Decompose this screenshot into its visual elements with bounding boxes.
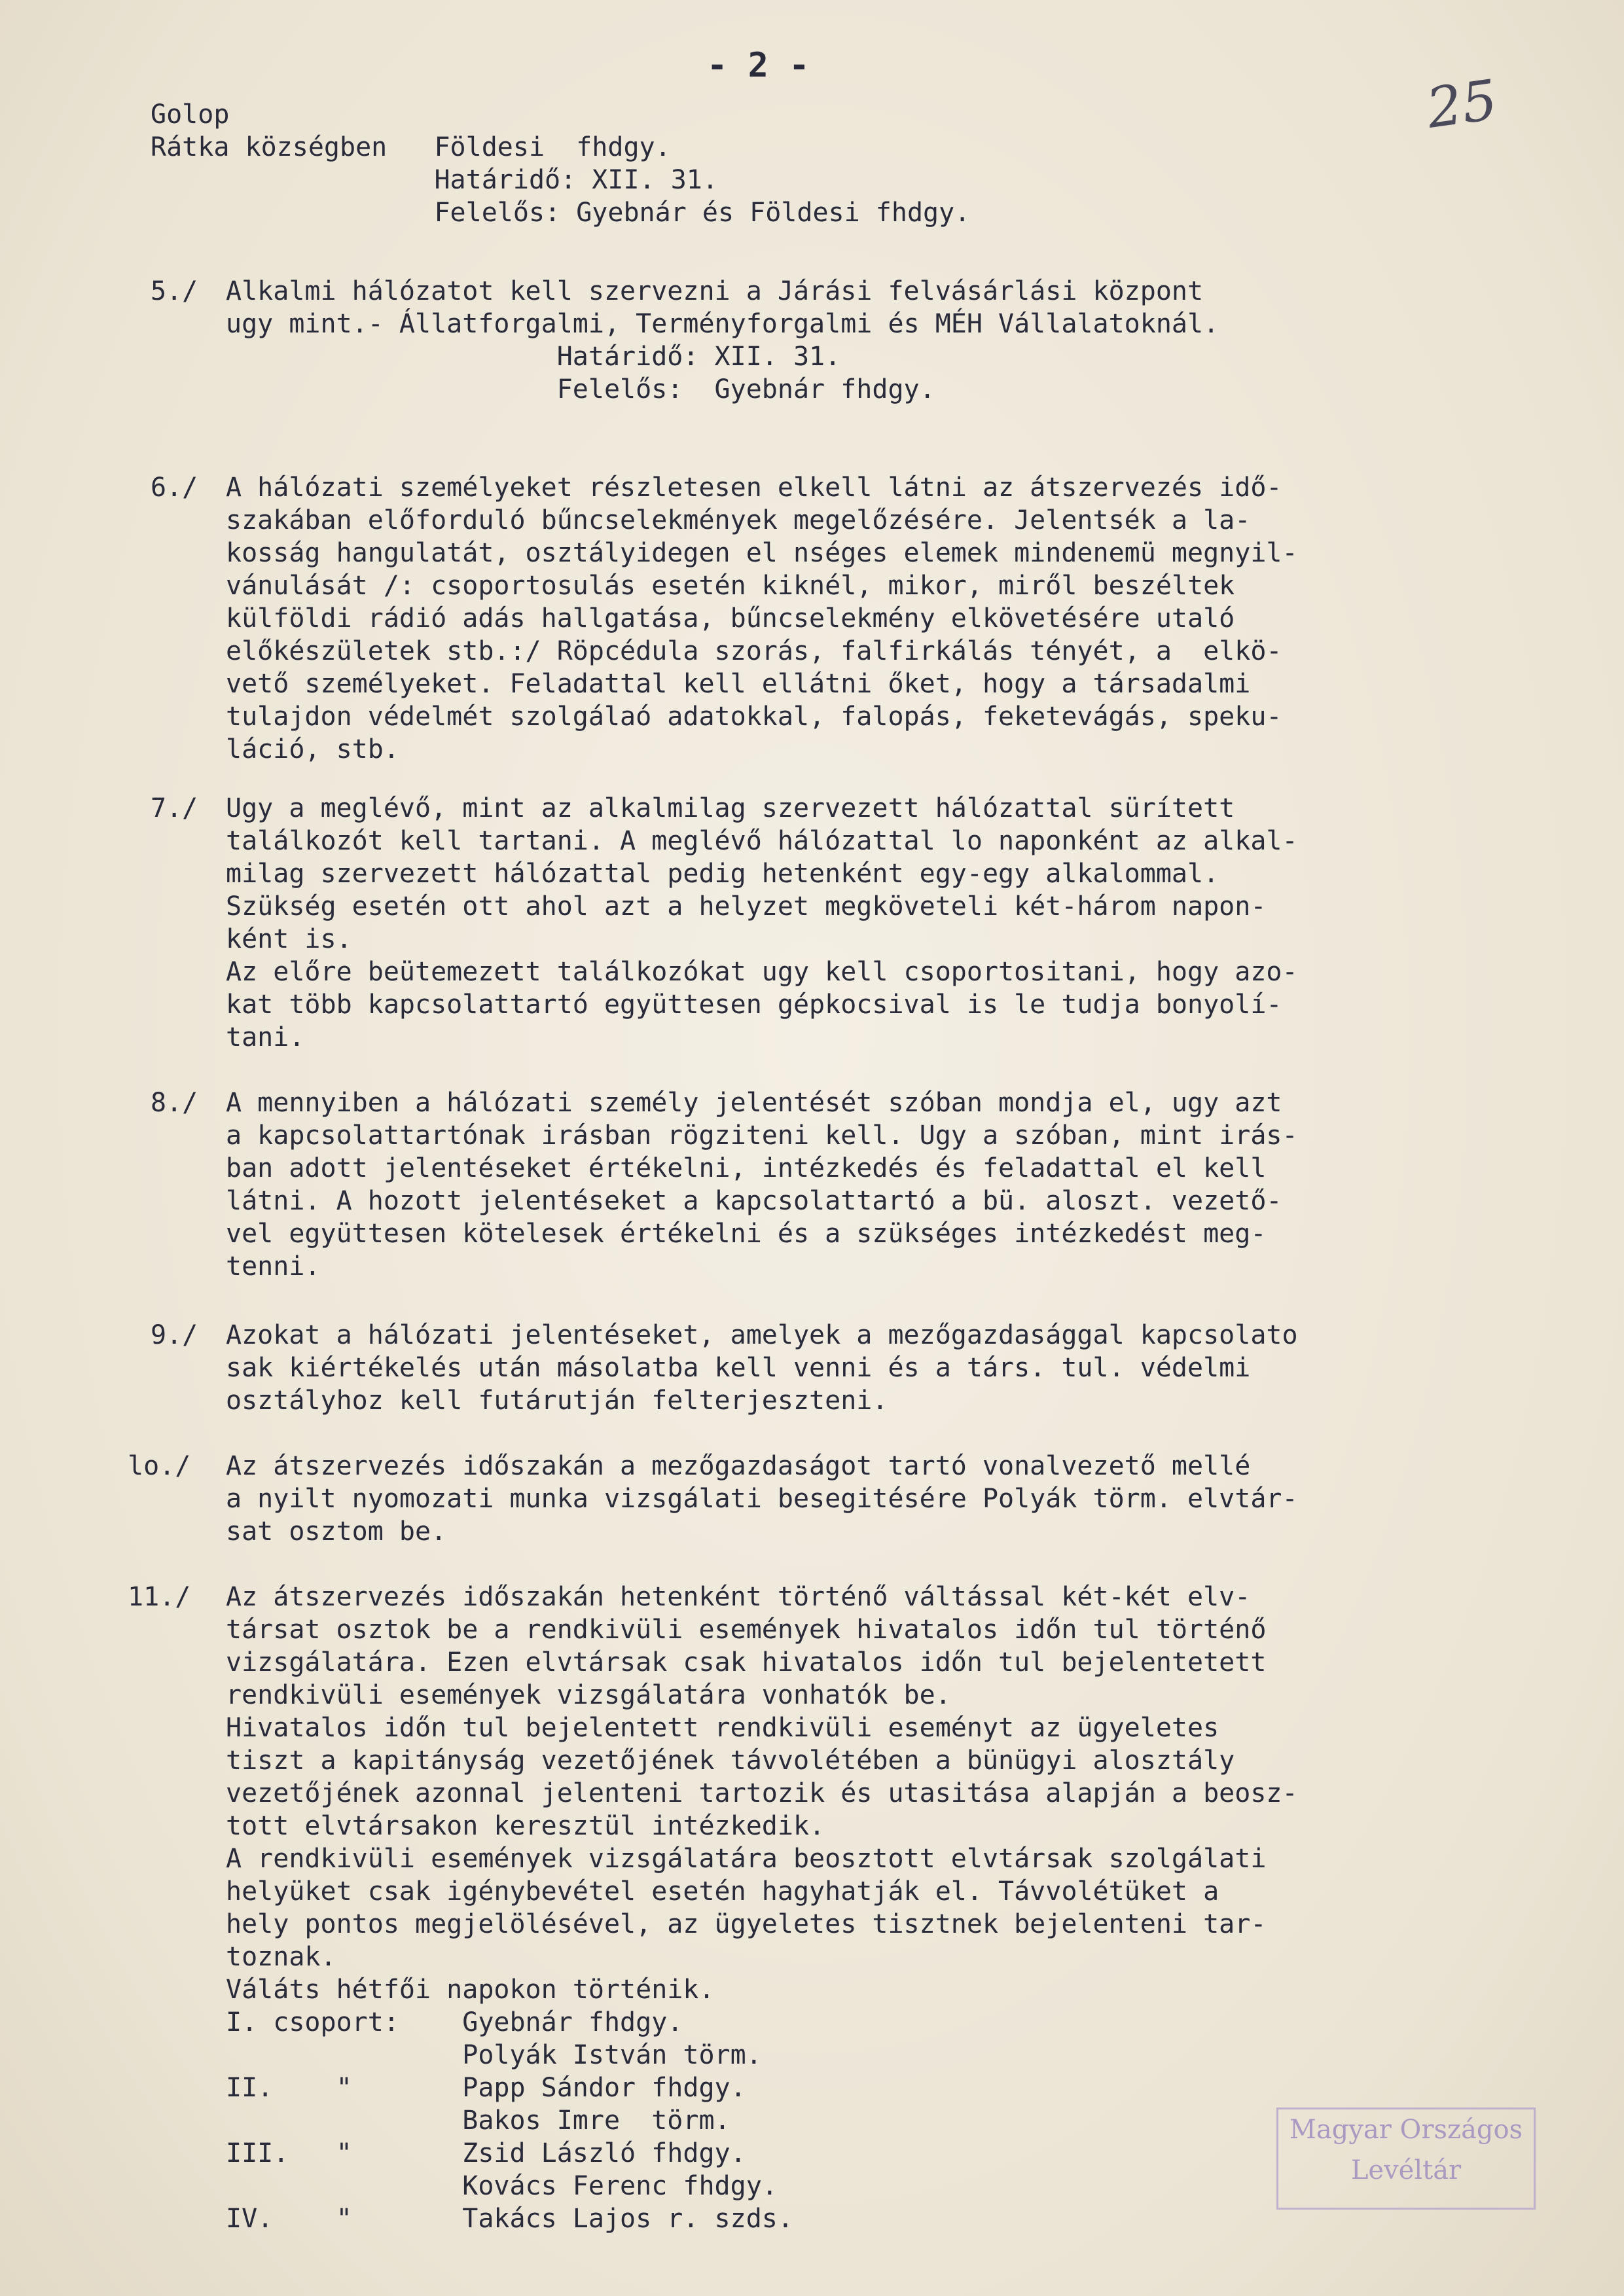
item-number: 6./ [151, 473, 198, 503]
item-line: ként is. [226, 924, 352, 954]
item-text [226, 1086, 1298, 1283]
header-line: Rátka községben Földesi fhdgy. [151, 132, 671, 162]
item-line: Szükség esetén ott ahol azt a helyzet megköveteli két-három napon- [226, 891, 1267, 922]
item-line: tenni. [226, 1251, 321, 1282]
item-line: Határidő: XII. 31. [226, 342, 841, 372]
page-number: - 2 - [707, 46, 810, 85]
item-number: 8./ [151, 1088, 198, 1118]
item-text [226, 1581, 1298, 2235]
item-text [226, 275, 1219, 406]
item-line: látni. A hozott jelentéseket a kapcsolattartó a bü. aloszt. vezető- [226, 1186, 1282, 1216]
item-line: a nyilt nyomozati munka vizsgálati besegitésére Polyák törm. elvtár- [226, 1484, 1298, 1514]
item-line: szakában előforduló bűncselekmények megelőzésére. Jelentsék a la- [226, 505, 1251, 535]
item-line: IV. " Takács Lajos r. szds. [226, 2204, 793, 2234]
item-line: III. " Zsid László fhdgy. [226, 2138, 746, 2168]
header-line: Határidő: XII. 31. [151, 165, 718, 195]
item-line: külföldi rádió adás hallgatása, bűncselekmény elkövetésére utaló [226, 603, 1235, 634]
item-number: 5./ [151, 276, 198, 306]
item-line: Váláts hétfői napokon történik. [226, 1975, 715, 2005]
item-line: toznak. [226, 1942, 336, 1972]
item-line: Az átszervezés időszakán a mezőgazdaságot tartó vonalvezető mellé [226, 1451, 1251, 1481]
item-line: Felelős: Gyebnár fhdgy. [226, 374, 935, 404]
item-line: Alkalmi hálózatot kell szervezni a Járási felvásárlási központ [226, 276, 1204, 306]
item-line: ban adott jelentéseket értékelni, intézkedés és feladattal el kell [226, 1153, 1267, 1183]
header-line: Golop [151, 99, 230, 130]
item-line: Ugy a meglévő, mint az alkalmilag szervezett hálózattal sürített [226, 793, 1235, 823]
item-line: tott elvtársakon keresztül intézkedik. [226, 1811, 825, 1841]
item-line: Polyák István törm. [226, 2040, 762, 2070]
archive-stamp [1276, 2108, 1536, 2210]
item-line: tiszt a kapitányság vezetőjének távvolétében a bünügyi alosztály [226, 1746, 1235, 1776]
item-line: A hálózati személyeket részletesen elkell látni az átszervezés idő- [226, 473, 1282, 503]
item-line: II. " Papp Sándor fhdgy. [226, 2073, 746, 2103]
header-line: Felelős: Gyebnár és Földesi fhdgy. [151, 198, 971, 228]
item-line: Bakos Imre törm. [226, 2106, 731, 2136]
item-line: I. csoport: Gyebnár fhdgy. [226, 2007, 683, 2037]
item-line: vezetőjének azonnal jelenteni tartozik és utasitása alapján a beosz- [226, 1778, 1298, 1808]
item-line: vető személyeket. Feladattal kell ellátni őket, hogy a társadalmi [226, 669, 1251, 699]
item-line: tulajdon védelmét szolgálaó adatokkal, falopás, feketevágás, speku- [226, 702, 1282, 732]
item-line: Hivatalos időn tul bejelentett rendkivüli eseményt az ügyeletes [226, 1713, 1219, 1743]
item-line: találkozót kell tartani. A meglévő hálózattal lo naponként az alkal- [226, 826, 1298, 856]
item-line: tani. [226, 1022, 305, 1052]
item-line: kat több kapcsolattartó együttesen gépkocsival is le tudja bonyolí- [226, 990, 1282, 1020]
stamp-line: Magyar Országos [1289, 2115, 1523, 2145]
header-block [151, 98, 970, 229]
item-text [226, 792, 1298, 1054]
item-line: helyüket csak igénybevétel esetén hagyhatják el. Távvolétüket a [226, 1876, 1219, 1907]
item-line: Az átszervezés időszakán hetenként történő váltással két-két elv- [226, 1582, 1251, 1612]
item-line: hely pontos megjelölésével, az ügyeletes tisztnek bejelenteni tar- [226, 1909, 1267, 1939]
item-line: vel együttesen kötelesek értékelni és a szükséges intézkedést meg- [226, 1219, 1267, 1249]
item-line: vánulását /: csoportosulás esetén kiknél, mikor, miről beszéltek [226, 571, 1235, 601]
item-text [226, 1450, 1298, 1548]
item-number: 11./ [128, 1582, 191, 1612]
item-line: Kovács Ferenc fhdgy. [226, 2171, 778, 2201]
item-line: ugy mint.- Állatforgalmi, Terményforgalmi és MÉH Vállalatoknál. [226, 309, 1219, 339]
folio-number: 25 [1422, 67, 1502, 141]
item-line: osztályhoz kell futárutján felterjeszteni. [226, 1386, 888, 1416]
item-number: 9./ [151, 1320, 198, 1350]
item-text [226, 1319, 1298, 1417]
item-line: A mennyiben a hálózati személy jelentését szóban mondja el, ugy azt [226, 1088, 1282, 1118]
item-line: láció, stb. [226, 734, 399, 764]
item-line: kosság hangulatát, osztályidegen el nséges elemek mindenemü megnyil- [226, 538, 1298, 568]
item-line: társat osztok be a rendkivüli események hivatalos időn tul történő [226, 1615, 1267, 1645]
item-number: lo./ [128, 1451, 191, 1481]
item-line: milag szervezett hálózattal pedig hetenként egy-egy alkalommal. [226, 859, 1219, 889]
item-line: előkészületek stb.:/ Röpcédula szorás, falfirkálás tényét, a elkö- [226, 636, 1282, 666]
item-line: vizsgálatára. Ezen elvtársak csak hivatalos időn tul bejelentetett [226, 1647, 1267, 1677]
stamp-line: Levéltár [1350, 2155, 1462, 2185]
item-line: Az előre beütemezett találkozókat ugy kell csoportositani, hogy azo- [226, 957, 1298, 987]
item-line: a kapcsolattartónak irásban rögziteni kell. Ugy a szóban, mint irás- [226, 1121, 1298, 1151]
item-line: sak kiértékelés után másolatba kell venni és a társ. tul. védelmi [226, 1353, 1251, 1383]
item-line: Azokat a hálózati jelentéseket, amelyek a mezőgazdasággal kapcsolato [226, 1320, 1298, 1350]
item-number: 7./ [151, 793, 198, 823]
item-line: A rendkivüli események vizsgálatára beosztott elvtársak szolgálati [226, 1844, 1267, 1874]
item-text [226, 471, 1298, 766]
item-line: sat osztom be. [226, 1516, 447, 1547]
item-line: rendkivüli események vizsgálatára vonhatók be. [226, 1680, 951, 1710]
